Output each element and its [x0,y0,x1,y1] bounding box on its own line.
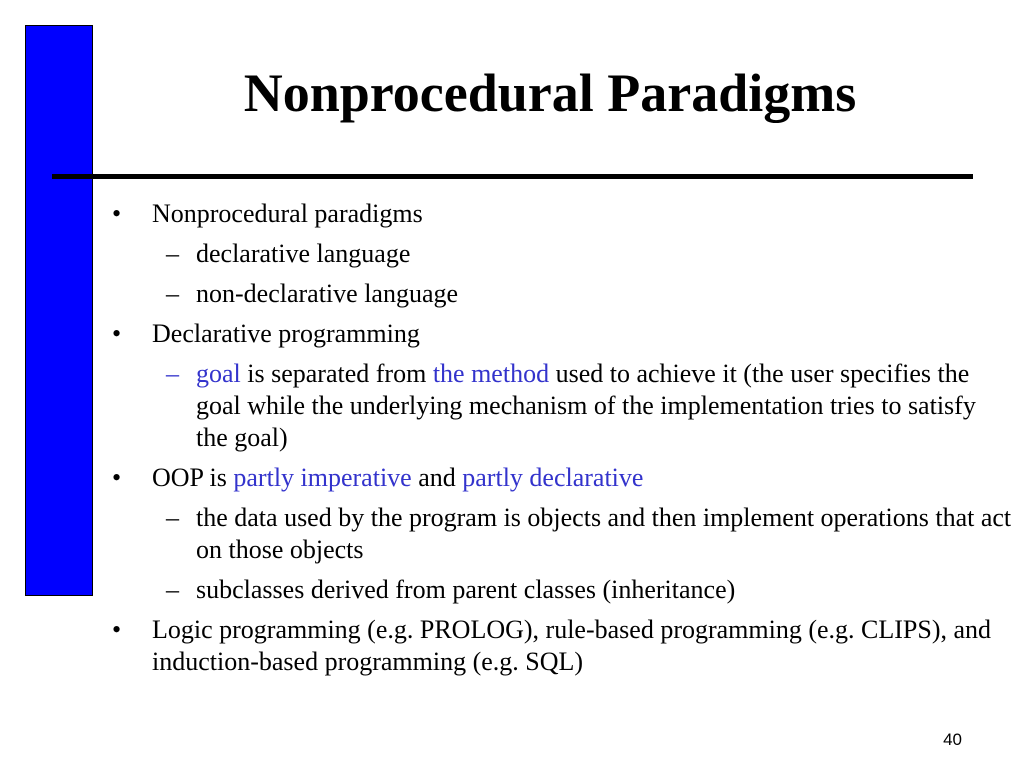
sub-item-goal-separated [108,358,1013,454]
dash-marker: – [166,359,179,388]
highlight-partly-imperative: partly imperative [233,463,412,492]
item-text: used to achieve it (the user specifies the goal while the underlying mechanism of the implementation tries to satisfy the goal) [196,359,976,452]
item-text: declarative language [196,239,411,268]
dash-marker: – [166,279,179,308]
bullet-marker: • [112,319,122,348]
bullet-marker: • [112,199,122,228]
item-text: subclasses derived from parent classes (inheritance) [196,575,736,604]
item-text: OOP is [152,463,234,492]
highlight-goal: goal [196,359,241,388]
slide-title: Nonprocedural Paradigms [243,63,857,123]
item-text: Declarative programming [152,319,420,348]
item-text: non-declarative language [196,279,459,308]
sub-item-data-objects [108,502,1013,566]
dash-marker: – [166,575,179,604]
sub-item-declarative-language [108,238,1013,270]
item-text: is separated from [240,359,433,388]
item-text: Logic programming (e.g. PROLOG), rule-based programming (e.g. CLIPS), and induction-based programming (e.g. SQL) [152,615,992,676]
bullet-item-oop [108,462,1013,494]
blue-accent-bar [25,25,93,596]
highlight-partly-declarative: partly declarative [462,463,644,492]
item-text: and [411,463,463,492]
item-text: Nonprocedural paradigms [152,199,423,228]
sub-item-subclasses [108,574,1013,606]
sub-item-non-declarative-language [108,278,1013,310]
item-text: the data used by the program is objects and then implement operations that act on those objects [196,503,1012,564]
bullet-item-logic-programming [108,614,1013,678]
slide-body [108,198,1013,678]
title-underline-rule [52,174,973,179]
highlight-the-method: the method [432,359,550,388]
dash-marker: – [166,239,179,268]
bullet-marker: • [112,463,122,492]
page-number: 40 [943,730,962,749]
bullet-marker: • [112,615,122,644]
bullet-item-nonprocedural-paradigms [108,198,1013,230]
dash-marker: – [166,503,179,532]
bullet-item-declarative-programming [108,318,1013,350]
